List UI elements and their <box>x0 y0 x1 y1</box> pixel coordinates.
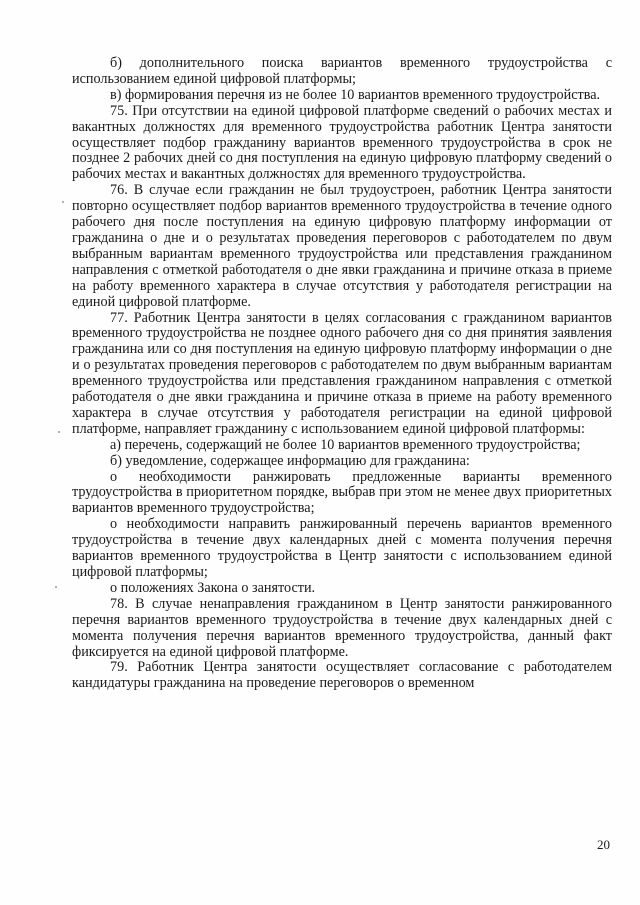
page-number: 20 <box>597 837 610 852</box>
scan-speck <box>58 431 60 433</box>
scan-speck <box>55 586 57 588</box>
paragraph-6v: в) формирования перечня из не более 10 вариантов временного трудоустройства. <box>110 86 601 103</box>
paragraph-75: 75. При отсутствии на единой цифровой платформе сведений о рабочих местах и вакантных должностях для временного трудоустройства работник Центра занятости осуществляет подбор гражданину вариантов временного трудоустройства в срок не позднее 2 рабочих дней со дня поступления на единую цифровую платформу сведений о рабочих местах и вакантных должностях для временного трудоустройства. <box>72 102 612 183</box>
paragraph-78: 78. В случае ненаправления гражданином в Центр занятости ранжированного перечня вариантов временного трудоустройства в течение двух календарных дней с момента получения перечня вариантов временного трудоустройства, данный факт фиксируется на единой цифровой платформе. <box>72 595 612 660</box>
paragraph-77b-item-1: о необходимости ранжировать предложенные варианты временного трудоустройства в приоритетном порядке, выбрав при этом не менее двух приоритетных вариантов временного трудоустройства; <box>72 468 612 517</box>
paragraph-77b: б) уведомление, содержащее информацию для гражданина: <box>110 452 470 469</box>
paragraph-6b: б) дополнительного поиска вариантов временного трудоустройства с использованием единой цифровой платформы; <box>72 55 612 87</box>
paragraph-77b-item-2: о необходимости направить ранжированный перечень вариантов временного трудоустройства в течение двух календарных дней с момента получения перечня вариантов временного трудоустройства в Центр занятости с использованием единой цифровой платформы; <box>72 516 612 580</box>
paragraph-76: 76. В случае если гражданин не был трудоустроен, работник Центра занятости повторно осуществляет подбор вариантов временного трудоустройства в течение одного рабочего дня после поступления на единую цифровую платформу информации от гражданина о дне и о результатах проведения переговоров с работодателем по двум выбранным вариантам временного трудоустройства или представления гражданином направления с отметкой работодателя о дне явки гражданина и причине отказа в приеме на работу временного характера в случае отсутствия у работодателя регистрации на единой цифровой платформе. <box>72 182 612 310</box>
document-page <box>72 56 612 692</box>
paragraph-79: 79. Работник Центра занятости осуществляет согласование с работодателем кандидатуры гражданина на проведение переговоров о временном <box>72 659 612 692</box>
paragraph-77: 77. Работник Центра занятости в целях согласования с гражданином вариантов временного трудоустройства не позднее одного рабочего дня со дня принятия заявления гражданина или со дня поступления на единую цифровую платформу информации о дне и о результатах проведения переговоров с работодателем по двум выбранным вариантам временного трудоустройства или представления гражданином направления с отметкой работодателя о дне явки гражданина и причине отказа в приеме на работу временного характера в случае отсутствия у работодателя регистрации на единой цифровой платформе, направляет гражданину с использованием единой цифровой платформы: <box>72 309 612 437</box>
paragraph-77b-item-3: о положениях Закона о занятости. <box>110 579 316 596</box>
scan-speck <box>62 201 64 203</box>
paragraph-77a: а) перечень, содержащий не более 10 вариантов временного трудоустройства; <box>110 436 581 453</box>
